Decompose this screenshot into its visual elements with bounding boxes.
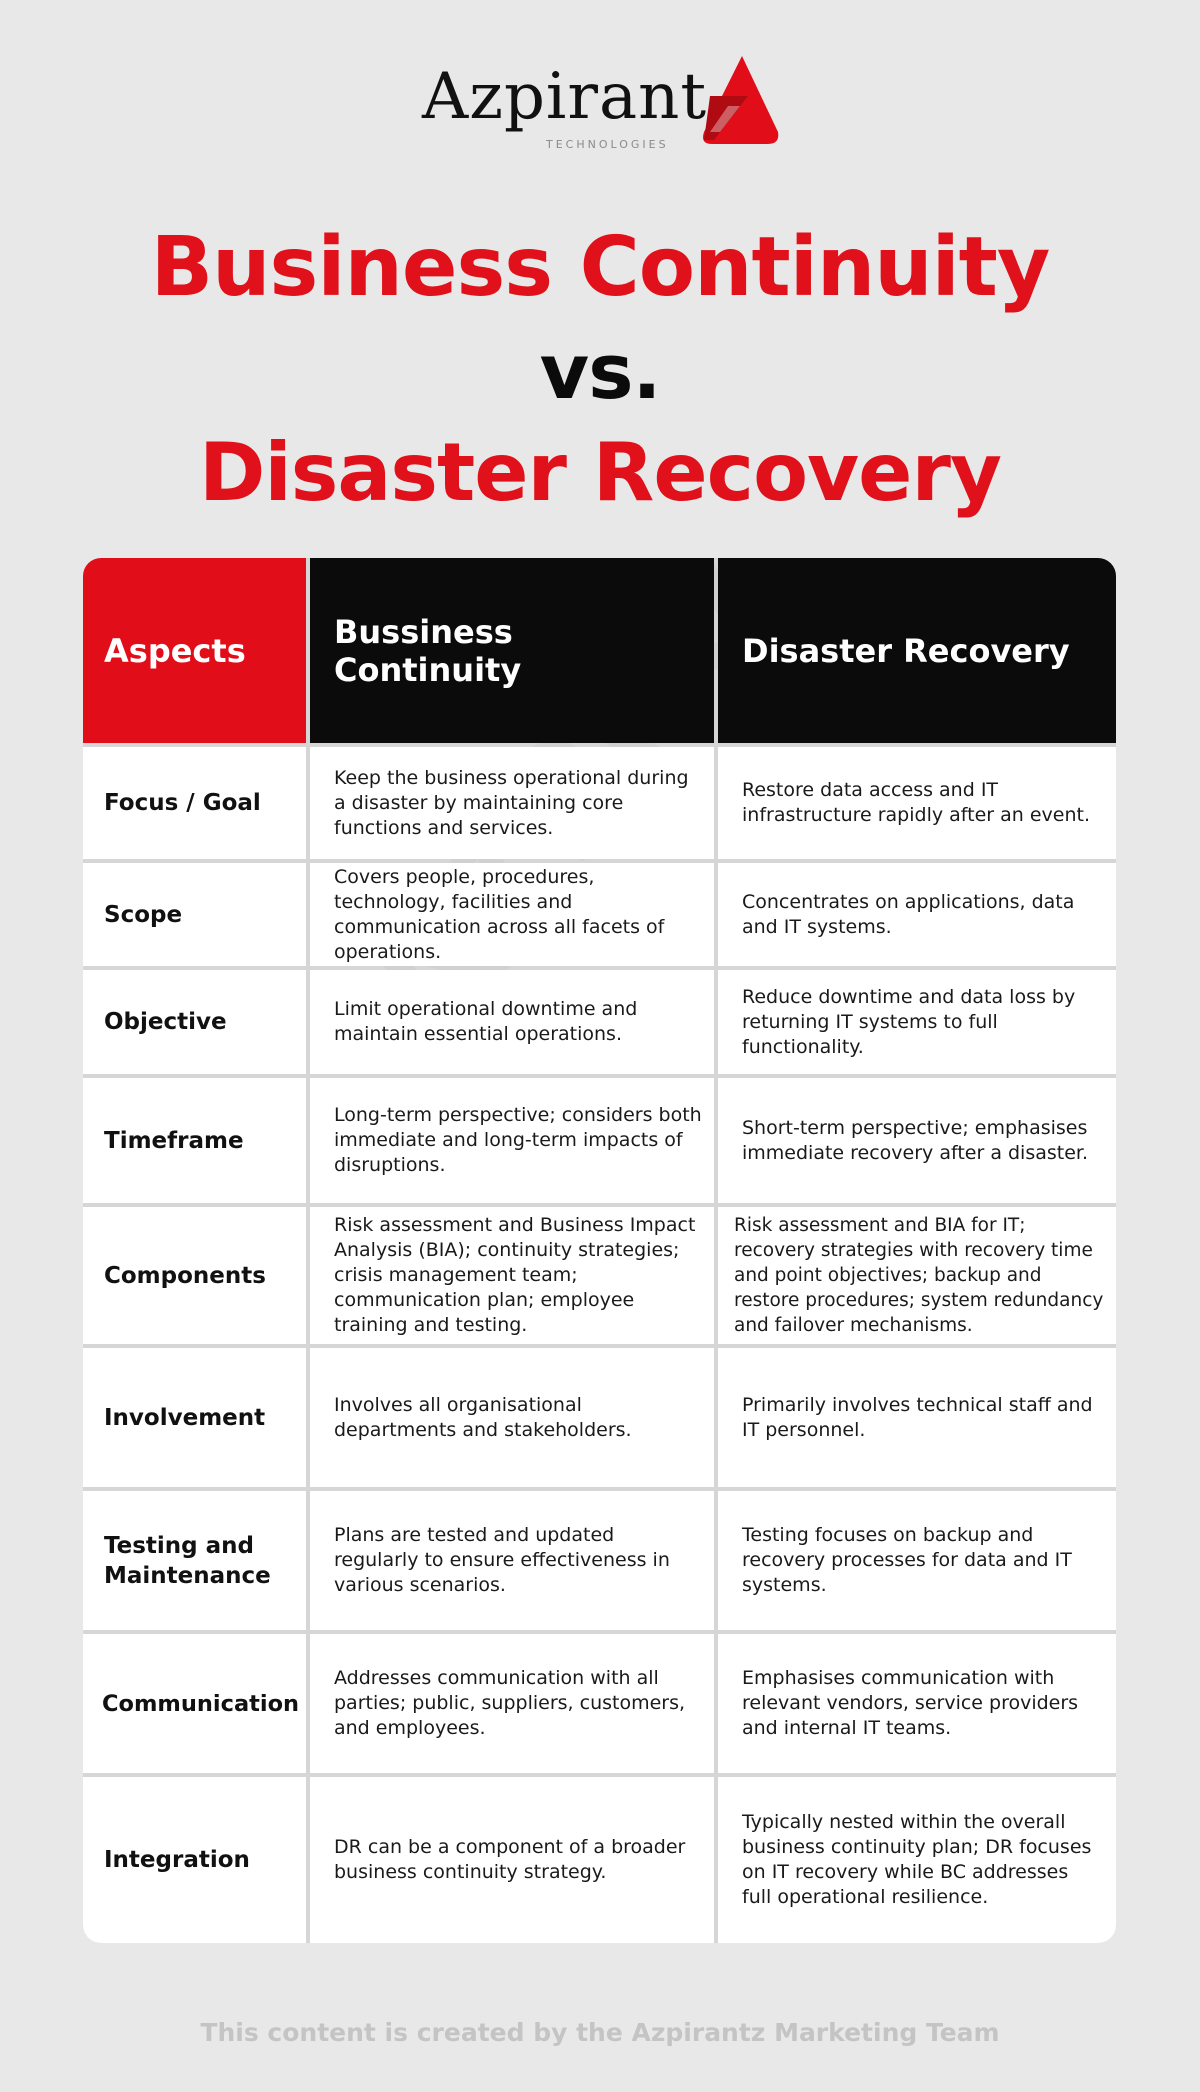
business-continuity-cell: Risk assessment and Business Impact Analysis (BIA); continuity strategies; crisis management team; communication plan; employee training and testing.: [310, 1207, 714, 1344]
aspect-cell: Focus / Goal: [83, 747, 306, 859]
comparison-table: [83, 558, 1116, 1943]
disaster-recovery-cell: Typically nested within the overall business continuity plan; DR focuses on IT recovery while BC addresses full operational resilience.: [718, 1777, 1116, 1943]
aspect-cell: Integration: [83, 1777, 306, 1943]
logo-subtitle: TECHNOLOGIES: [546, 138, 669, 151]
business-continuity-cell: Keep the business operational during a disaster by maintaining core functions and services.: [310, 747, 714, 859]
business-continuity-cell: Long-term perspective; considers both immediate and long-term impacts of disruptions.: [310, 1078, 714, 1203]
title-business-continuity: Business Continuity: [150, 220, 1050, 315]
logo-wordmark: Azpirant: [422, 60, 708, 134]
table-row: [83, 1078, 1116, 1203]
disaster-recovery-cell: Testing focuses on backup and recovery processes for data and IT systems.: [718, 1491, 1116, 1630]
business-continuity-cell: Plans are tested and updated regularly to ensure effectiveness in various scenarios.: [310, 1491, 714, 1630]
disaster-recovery-cell: Concentrates on applications, data and IT systems.: [718, 863, 1116, 966]
business-continuity-cell: Involves all organisational departments and stakeholders.: [310, 1348, 714, 1487]
business-continuity-cell: Addresses communication with all parties; public, suppliers, customers, and employees.: [310, 1634, 714, 1773]
header-business-continuity: Bussiness Continuity: [310, 558, 714, 743]
table-row: [83, 863, 1116, 966]
header-disaster-recovery: Disaster Recovery: [718, 558, 1116, 743]
disaster-recovery-cell: Risk assessment and BIA for IT; recovery strategies with recovery time and point objectives; backup and restore procedures; system redundancy and failover mechanisms.: [718, 1207, 1116, 1344]
business-continuity-cell: Covers people, procedures, technology, facilities and communication across all facets of operations.: [310, 863, 714, 966]
table-row: [83, 970, 1116, 1074]
title-vs: vs.: [539, 327, 661, 416]
business-continuity-cell: DR can be a component of a broader business continuity strategy.: [310, 1777, 714, 1943]
aspect-cell: Scope: [83, 863, 306, 966]
header-aspects: Aspects: [83, 558, 306, 743]
disaster-recovery-cell: Emphasises communication with relevant vendors, service providers and internal IT teams.: [718, 1634, 1116, 1773]
table-row: [83, 747, 1116, 859]
title-disaster-recovery: Disaster Recovery: [198, 426, 1002, 519]
disaster-recovery-cell: Short-term perspective; emphasises immediate recovery after a disaster.: [718, 1078, 1116, 1203]
disaster-recovery-cell: Reduce downtime and data loss by returning IT systems to full functionality.: [718, 970, 1116, 1074]
aspect-cell: Testing and Maintenance: [83, 1491, 306, 1630]
aspect-cell: Components: [83, 1207, 306, 1344]
aspect-cell: Communication: [83, 1634, 306, 1773]
table-row: [83, 1348, 1116, 1487]
aspect-cell: Objective: [83, 970, 306, 1074]
table-row: [83, 1207, 1116, 1344]
aspect-cell: Timeframe: [83, 1078, 306, 1203]
aspect-cell: Involvement: [83, 1348, 306, 1487]
business-continuity-cell: Limit operational downtime and maintain essential operations.: [310, 970, 714, 1074]
brand-logo: [0, 48, 1200, 158]
table-row: [83, 1634, 1116, 1773]
logo-triangle-icon: [690, 52, 780, 148]
disaster-recovery-cell: Primarily involves technical staff and IT personnel.: [718, 1348, 1116, 1487]
disaster-recovery-cell: Restore data access and IT infrastructure rapidly after an event.: [718, 747, 1116, 859]
table-row: [83, 1777, 1116, 1943]
table-row: [83, 1491, 1116, 1630]
table-header-row: [83, 558, 1116, 743]
footer-credit: This content is created by the Azpirantz Marketing Team: [200, 2018, 1000, 2047]
